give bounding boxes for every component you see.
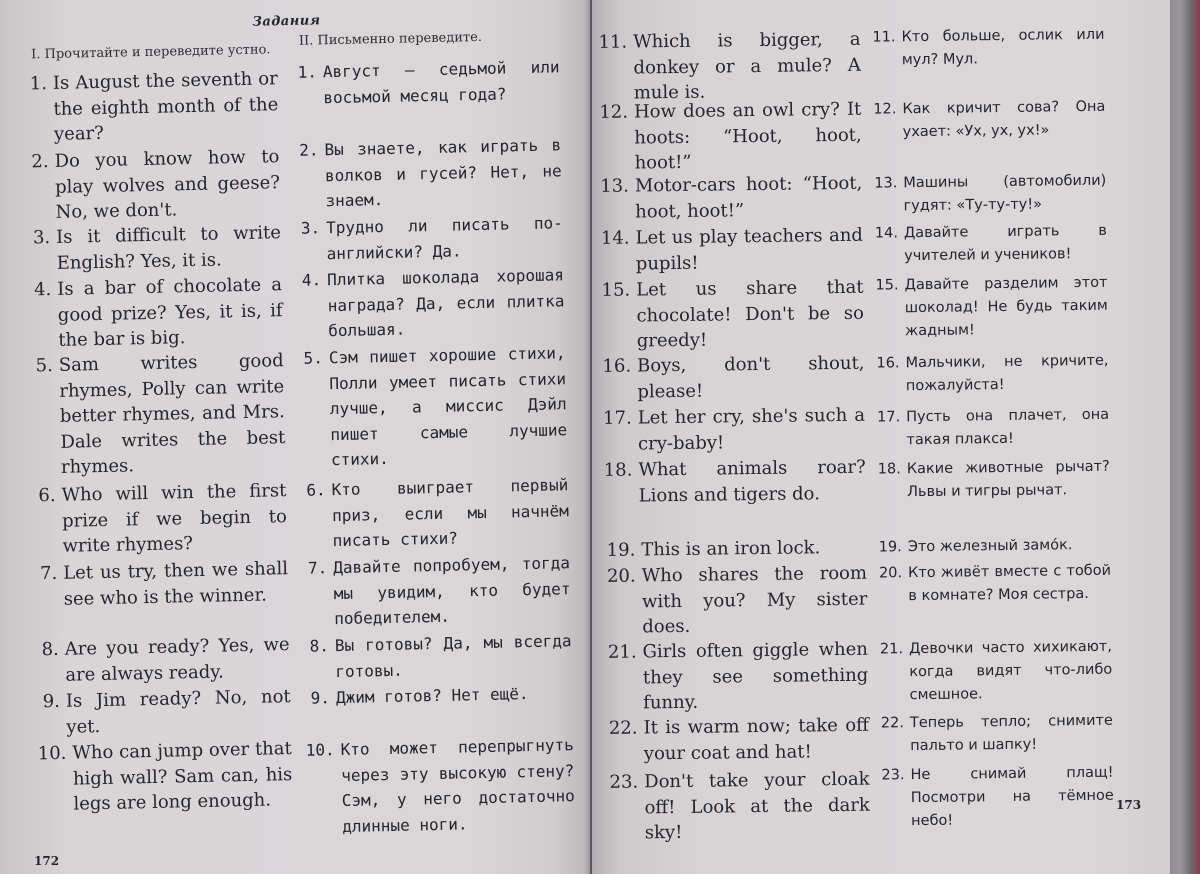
item-text: Don't take your cloak off! Look at the dark sky! <box>644 768 870 844</box>
item-number: 19. <box>606 539 636 561</box>
translation-item <box>877 404 1110 453</box>
exercise-item <box>38 736 294 818</box>
item-number: 12. <box>599 101 629 123</box>
exercise-item <box>40 556 289 612</box>
item-number: 3. <box>300 218 321 238</box>
item-text: Is August the seventh or the eighth month of the year? <box>52 68 279 145</box>
item-number: 3. <box>32 227 51 249</box>
item-number: 2. <box>299 140 319 160</box>
translation-item <box>309 628 572 684</box>
item-number: 15. <box>601 279 631 301</box>
exercise-item <box>604 455 867 509</box>
item-text: Пусть она плачет, она такая плакса! <box>906 406 1110 449</box>
item-text: Кто выиграет первый приз, если мы начнём писать стихи? <box>331 475 570 551</box>
item-text: Девочки часто хихикают, когда видят что-либо смешное. <box>908 638 1113 704</box>
translation-item <box>306 472 570 554</box>
exercise-item <box>598 27 861 107</box>
exercise-item <box>600 171 863 225</box>
item-text: Давайте попробуем, тогда мы увидим, кто будет победителем. <box>333 553 571 629</box>
item-number: 21. <box>607 641 637 663</box>
translation-item <box>299 132 563 214</box>
item-text: Август — седьмой или восьмой месяц года? <box>322 57 560 107</box>
translation-item <box>875 272 1108 344</box>
translation-item <box>306 732 576 840</box>
item-text: Машины (автомобили) гудят: «Ту-ту-ту!» <box>903 172 1107 215</box>
item-number: 6. <box>306 480 326 500</box>
item-number: 17. <box>602 407 632 429</box>
item-number: 13. <box>600 175 630 197</box>
page-number: 172 <box>34 854 60 868</box>
item-number: 2. <box>31 151 49 173</box>
exercise-item <box>607 561 868 641</box>
item-number: 20. <box>878 565 903 582</box>
translation-item <box>879 560 1112 609</box>
item-number: 9. <box>310 688 331 708</box>
item-text: What animals roar? Lions and tigers do. <box>638 456 866 506</box>
exercise-item <box>31 144 281 226</box>
item-number: 11. <box>872 29 896 46</box>
exercise-item <box>607 535 867 564</box>
item-number: 5. <box>303 348 324 368</box>
item-number: 22. <box>880 715 905 732</box>
exercise-item <box>42 684 291 740</box>
exercise-item <box>601 223 864 277</box>
translation-item <box>874 170 1107 219</box>
item-text: Do you know how to play wolves and geese? No, we don't. <box>54 146 281 223</box>
item-text: It is warm now; take off your coat and hat! <box>643 714 870 764</box>
item-number: 23. <box>881 767 905 784</box>
translation-item <box>875 220 1108 269</box>
translation-item <box>876 350 1109 399</box>
book-edge <box>1170 0 1200 874</box>
translation-item <box>878 456 1111 505</box>
item-number: 14. <box>874 225 899 242</box>
exercise-item <box>35 348 286 481</box>
item-text: Давайте разделим этот шоколад! Не будь таким жадным! <box>904 274 1108 340</box>
item-text: Сэм пишет хорошие стихи, Полли умеет писать стихи лучше, а миссис Дэйл пишет самые лучшие стихи. <box>328 343 568 470</box>
item-number: 12. <box>873 101 897 118</box>
translation-item <box>310 680 572 711</box>
item-text: Let us try, then we shall see who is the winner. <box>62 558 289 610</box>
section-title-written: II. Письменно переведите. <box>298 29 483 49</box>
item-number: 5. <box>35 354 54 377</box>
item-number: 20. <box>606 565 636 587</box>
item-number: 16. <box>876 355 900 372</box>
item-number: 4. <box>33 278 52 301</box>
item-text: Are you ready? Yes, we are always ready. <box>64 634 290 686</box>
exercise-item <box>38 478 288 560</box>
item-text: Who shares the room with you? My sister does. <box>641 562 868 638</box>
item-text: Let us play teachers and pupils! <box>635 224 864 274</box>
translation-item <box>881 762 1114 834</box>
item-number: 17. <box>877 409 901 426</box>
item-text: Is it difficult to write English? Yes, it is. <box>55 222 282 274</box>
item-text: Вы знаете, как играть в волков и гусей? Нет, не знаем. <box>324 135 562 211</box>
item-text: Трудно ли писать по-английски? Да. <box>325 213 563 263</box>
item-text: Не снимай плащ! Посмотри на тёмное небо! <box>910 764 1114 830</box>
translation-item <box>873 96 1106 145</box>
right-page <box>592 0 1170 874</box>
item-text: Sam writes good rhymes, Polly can write better rhymes, and Mrs. Dale writes the best rhymes. <box>58 350 286 478</box>
item-text: Мальчики, не кричите, пожалуйста! <box>905 352 1109 395</box>
exercise-item <box>34 272 284 354</box>
item-number: 11. <box>598 31 628 53</box>
item-number: 8. <box>309 636 330 656</box>
translation-item <box>302 262 566 344</box>
item-text: Какие животные рычат? Львы и тигры рычат. <box>906 458 1110 501</box>
item-text: Вы готовы? Да, мы всегда готовы. <box>334 631 572 681</box>
item-text: Who can jump over that high wall? Sam can, his legs are long enough. <box>72 738 293 815</box>
item-number: 14. <box>600 227 630 249</box>
exercise-item <box>33 220 282 276</box>
item-number: 1. <box>29 73 48 95</box>
exercise-item <box>602 351 865 405</box>
item-number: 18. <box>877 461 901 478</box>
item-text: Кто может перепрыгнуть через эту высокую стену? Сэм, у него достаточно длинные ноги. <box>340 735 575 836</box>
item-text: Is Jim ready? No, not yet. <box>65 686 291 738</box>
exercise-item <box>609 767 870 847</box>
item-text: Is a bar of chocolate a good prize? Yes, it is, if the bar is big. <box>57 274 283 351</box>
item-number: 15. <box>875 277 899 294</box>
translation-item <box>879 534 1111 560</box>
item-text: Давайте играть в учителей и учеников! <box>903 222 1107 265</box>
item-text: Кто живёт вместе с тобой в комнате? Моя сестра. <box>907 562 1112 605</box>
item-number: 10. <box>37 742 67 765</box>
item-number: 4. <box>301 270 322 290</box>
translation-item <box>303 340 568 473</box>
exercise-item <box>601 275 864 355</box>
item-text: Motor-cars hoot: “Hoot, hoot, hoot!” <box>634 172 863 222</box>
translation-item <box>297 54 560 110</box>
translation-item <box>308 550 572 632</box>
exercise-item <box>608 637 869 717</box>
item-text: Boys, don't shout, please! <box>636 352 865 402</box>
item-number: 23. <box>609 771 639 793</box>
item-number: 8. <box>41 638 60 661</box>
exercise-item <box>599 97 862 177</box>
item-text: Теперь тепло; снимите пальто и шапку! <box>909 712 1113 755</box>
exercise-item <box>603 403 866 457</box>
translation-item <box>881 710 1114 759</box>
item-text: Which is bigger, a donkey or a mule? A mule is. <box>633 28 861 104</box>
left-page <box>0 0 590 874</box>
item-number: 21. <box>879 641 904 658</box>
item-number: 16. <box>602 355 632 377</box>
item-number: 18. <box>603 459 633 481</box>
item-text: Это железный замóк. <box>907 537 1073 556</box>
item-text: This is an iron lock. <box>641 537 821 561</box>
item-number: 22. <box>608 717 638 739</box>
item-text: Who will win the first prize if we begin to write rhymes? <box>61 480 288 557</box>
item-text: Джим готов? Нет ещё. <box>335 684 529 708</box>
item-number: 7. <box>39 562 58 585</box>
item-text: Girls often giggle when they see something funny. <box>642 638 869 714</box>
item-text: Плитка шоколада хорошая награда? Да, если плитка большая. <box>326 265 565 341</box>
item-text: Как кричит сова? Она ухает: «Ух, ух, ух!» <box>902 98 1106 141</box>
item-number: 13. <box>874 175 898 192</box>
item-number: 6. <box>38 484 56 507</box>
exercise-item <box>609 713 870 767</box>
translation-item <box>880 636 1113 708</box>
item-text: Let us share that chocolate! Don't be so greedy! <box>636 276 864 352</box>
exercise-item <box>30 66 280 148</box>
page-heading: Задания <box>252 13 321 30</box>
section-title-oral: I. Прочитайте и переведите устно. <box>30 42 271 63</box>
item-text: Let her cry, she's such a cry-baby! <box>637 404 866 454</box>
translation-item <box>872 24 1105 73</box>
item-text: How does an owl cry? It hoots: “Hoot, hoot, hoot!” <box>633 98 862 174</box>
item-number: 19. <box>878 539 902 556</box>
exercise-item <box>41 632 290 688</box>
item-number: 1. <box>297 62 318 82</box>
item-number: 9. <box>42 690 61 713</box>
item-number: 10. <box>305 740 335 760</box>
translation-item <box>301 210 564 266</box>
item-text: Кто больше, ослик или мул? Мул. <box>901 26 1105 69</box>
page-number: 173 <box>1116 798 1142 812</box>
item-number: 7. <box>307 558 328 578</box>
